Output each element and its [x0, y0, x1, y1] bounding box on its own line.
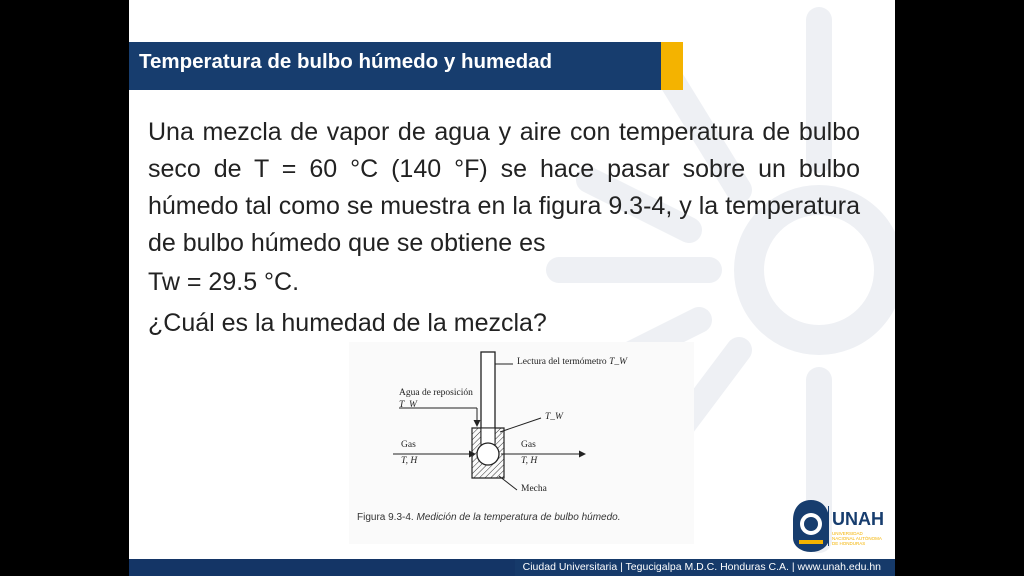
gas-out-label: Gas — [521, 440, 536, 450]
thermometer-label: Lectura del termómetro T_W — [517, 357, 628, 367]
figure-caption: Figura 9.3-4. Medición de la temperatura de bulbo húmedo. — [357, 512, 621, 523]
unah-wordmark: UNAH — [832, 509, 884, 529]
wet-bulb-figure — [349, 342, 694, 544]
wet-bulb-value: Tw = 29.5 °C. — [148, 268, 300, 296]
problem-statement: Una mezcla de vapor de agua y aire con temperatura de bulbo seco de T = 60 °C (140 °F) se hace pasar sobre un bulbo húmedo tal como se muestra en la figura 9.3-4, y la temperatura de bulbo húmedo que se obtiene es — [148, 118, 860, 257]
water-temp-label: T_W — [399, 400, 417, 410]
unah-seal-icon — [791, 498, 831, 554]
tw-label: T_W — [545, 412, 563, 422]
slide-title: Temperatura de bulbo húmedo y humedad — [139, 50, 553, 73]
gas-out-conditions: T, H — [521, 456, 538, 466]
footer-accent — [129, 559, 515, 576]
gas-in-conditions: T, H — [401, 456, 418, 466]
wick-leader — [499, 476, 517, 490]
unah-logo — [791, 496, 891, 556]
footer-text: Ciudad Universitaria | Tegucigalpa M.D.C. Honduras C.A. | www.unah.edu.hn — [522, 561, 881, 573]
title-accent — [661, 42, 683, 90]
question: ¿Cuál es la humedad de la mezcla? — [148, 309, 547, 337]
slide — [129, 0, 895, 576]
gas-in-label: Gas — [401, 440, 416, 450]
thermometer-bulb — [477, 443, 499, 465]
wick-label: Mecha — [521, 484, 547, 494]
water-label: Agua de reposición — [399, 388, 473, 398]
footer-bar — [129, 559, 895, 576]
title-bar — [129, 42, 661, 90]
tw-leader — [500, 418, 541, 432]
unah-subtitle: UNIVERSIDAD NACIONAL AUTÓNOMA DE HONDURAS — [832, 531, 882, 546]
